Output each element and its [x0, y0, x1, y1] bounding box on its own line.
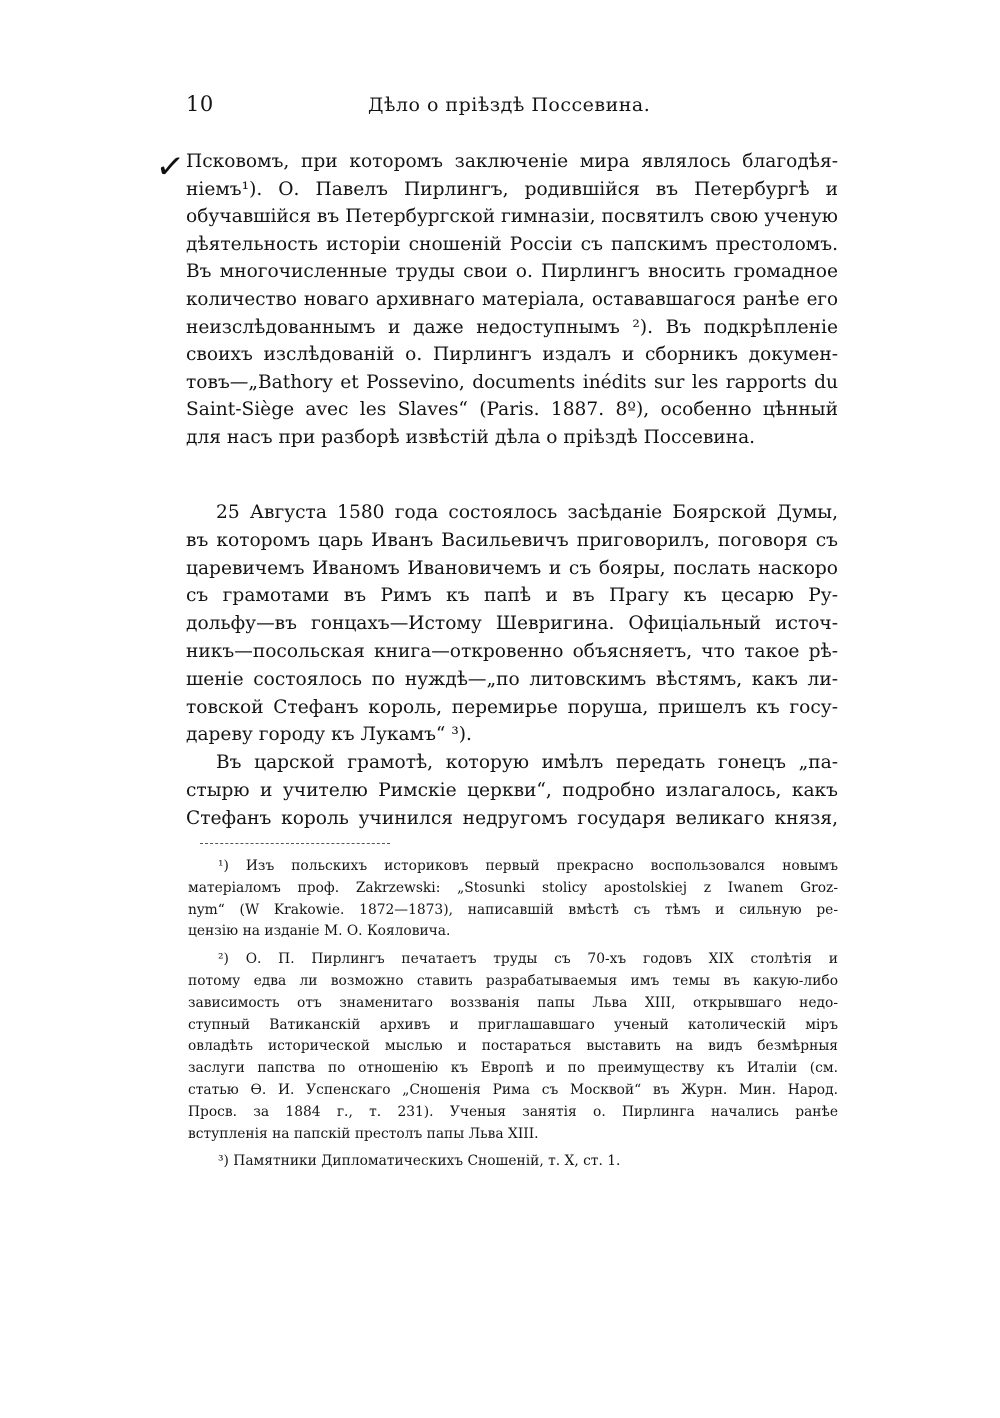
- text-line: для насъ при разборѣ извѣстій дѣла о пріѣздѣ Поссевина.: [186, 426, 756, 448]
- text-line: своихъ изслѣдованій о. Пирлингъ издалъ и сборникъ докумен-: [186, 344, 838, 366]
- footnote-line: статью Ѳ. И. Успенскаго „Сношенія Рима съ Москвой“ въ Журн. Мин. Народ.: [188, 1081, 838, 1098]
- text-line: въ которомъ царь Иванъ Васильевичъ приговорилъ, поговоря съ: [186, 529, 838, 551]
- footnote-2: [188, 949, 838, 1145]
- footnote-line: ступный Ватиканскій архивъ и приглашавшаго ученый католическій міръ: [188, 1016, 838, 1033]
- footnote-line: nym“ (W Krakowie. 1872—1873), написавшій вмѣстѣ съ тѣмъ и сильную ре-: [188, 901, 838, 918]
- text-line: съ грамотами въ Римъ къ папѣ и въ Прагу къ цесарю Ру-: [186, 585, 838, 607]
- running-title: Дѣло о пріѣздѣ Поссевина.: [368, 94, 651, 116]
- paragraph-3: [186, 749, 838, 832]
- footnote-line: цензію на изданіе М. О. Кояловича.: [188, 923, 451, 940]
- footnote-separator: [200, 843, 390, 844]
- page-header: [186, 92, 836, 122]
- footnote-3: [188, 1151, 838, 1173]
- page-number: 10: [186, 92, 214, 116]
- footnote-line: зависимость отъ знаменитаго воззванія папы Льва XIII, открывшаго недо-: [188, 994, 838, 1011]
- text-line: Въ многочисленные труды свои о. Пирлингъ вносить громадное: [186, 261, 838, 283]
- text-line: дольфу—въ гонцахъ—Истому Шевригина. Офиціальный источ-: [186, 613, 838, 635]
- footnote-line: вступленія на папскій престолъ папы Льва XIII.: [188, 1125, 539, 1142]
- handwritten-check-mark: ✓: [153, 145, 187, 189]
- text-line: стырю и учителю Римскіе церкви“, подробно излагалось, какъ: [186, 779, 838, 801]
- text-line: неизслѣдованнымъ и даже недоступнымъ ²). Въ подкрѣпленіе: [186, 316, 838, 338]
- paragraph-1: [186, 148, 838, 452]
- text-line: товской Стефанъ король, перемирье порушa, пришелъ къ госу-: [186, 696, 838, 718]
- text-line: Псковомъ, при которомъ заключеніе мира являлось благодѣя-: [186, 151, 838, 172]
- text-line: Въ царской грамотѣ, которую имѣлъ передать гонецъ „па-: [216, 752, 838, 773]
- footnote-line: матеріаломъ проф. Zakrzewski: „Stosunki stolicy apostolskiej z Iwanem Groz-: [188, 879, 838, 896]
- text-line: дѣятельность исторіи сношеній Россіи съ папскимъ престоломъ.: [186, 233, 838, 255]
- footnote-line: потому едва ли возможно ставить разрабатываемыя имъ темы въ какую-либо: [188, 972, 838, 989]
- text-line: 25 Августа 1580 года состоялось засѣданіе Боярской Думы,: [216, 502, 838, 523]
- footnote-line: заслуги папства по отношенію къ Европѣ и по преимуществу къ Италіи (см.: [188, 1060, 838, 1077]
- footnote-line: овладѣть исторической мыслью и постараться выставить на видъ безмѣрныя: [188, 1038, 838, 1055]
- text-line: обучавшійся въ Петербургской гимназіи, посвятилъ свою ученую: [186, 206, 838, 228]
- text-line: царевичемъ Иваномъ Ивановичемъ и съ бояры, послать наскоро: [186, 557, 838, 579]
- text-line: Стефанъ король учинился недругомъ государя великаго князя,: [186, 807, 838, 829]
- paragraph-2: [186, 499, 838, 749]
- footnote-line: ¹) Изъ польскихъ историковъ первый прекрасно воспользовался новымъ: [218, 858, 838, 874]
- text-line: шеніе состоялось по нуждѣ—„по литовскимъ вѣстямъ, какъ ли-: [186, 668, 838, 690]
- footnote-1: [188, 856, 838, 943]
- text-line: дареву городу къ Лукамъ“ ³).: [186, 724, 472, 746]
- text-line: Saint-Siège avec les Slaves“ (Paris. 1887. 8º), особенно цѣнный: [186, 399, 838, 421]
- footnote-line: ²) О. П. Пирлингъ печатаетъ труды съ 70-хъ годовъ XIX столѣтія и: [218, 951, 838, 968]
- footnote-line: Просв. за 1884 г., т. 231). Ученыя занятія о. Пирлинга начались ранѣе: [188, 1103, 838, 1120]
- footnotes: [188, 856, 838, 1173]
- text-line: никъ—посольская книга—откровенно объясняетъ, что такое рѣ-: [186, 640, 838, 662]
- text-line: количество новаго архивнаго матеріала, остававшагося ранѣе его: [186, 288, 838, 310]
- text-line: товъ—„Bathory et Possevino, documents inédits sur les rapports du: [186, 371, 838, 393]
- text-line: ніемъ¹). О. Павелъ Пирлингъ, родившійся въ Петербургѣ и: [186, 178, 838, 200]
- footnote-line: ³) Памятники Дипломатическихъ Сношеній, т. X, ст. 1.: [218, 1153, 621, 1170]
